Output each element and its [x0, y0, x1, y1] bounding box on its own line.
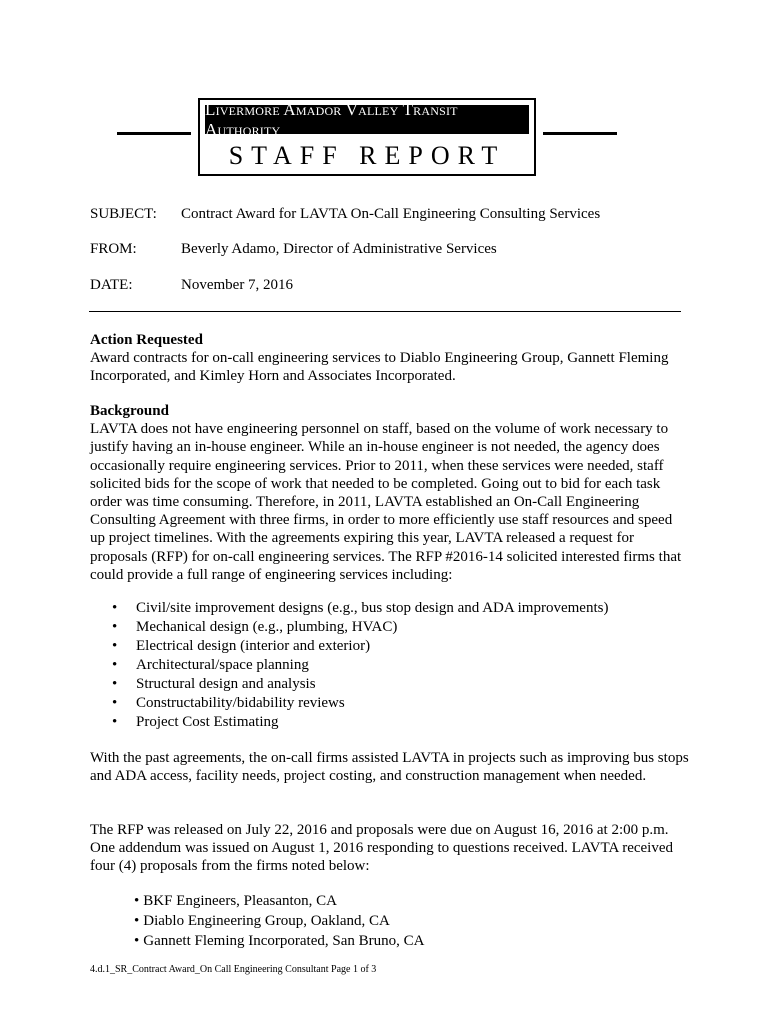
background-text: LAVTA does not have engineering personnel on staff, based on the volume of work necessary to justify having an in-house engineer. While an in-house engineer is not needed, the agency does occasionally require engineering services. Prior to 2011, when these services were needed, staff solicited bids for the scope of work that needed to be completed. Going out to bid for each task order was time consuming. Therefore, in 2011, LAVTA established an On-Call Engineering Consulting Agreement with three firms, in order to more efficiently use staff resources and speed up project timelines. With the agreements expiring this year, LAVTA released a request for proposals (RFP) for on-call engineering services. The RFP #2016-14 solicited interested firms that could provide a full range of engineering services including:: [90, 421, 682, 583]
list-item: • Architectural/space planning: [112, 657, 309, 673]
action-requested-text: Award contracts for on-call engineering services to Diablo Engineering Group, Gannett Fleming Incorporated, and Kimley Horn and Associates Incorporated.: [90, 350, 669, 385]
bullet-icon: •: [134, 893, 140, 909]
from-label: FROM:: [90, 241, 137, 257]
bullet-icon: •: [112, 619, 118, 635]
bullet-icon: •: [134, 913, 140, 929]
bullet-icon: •: [112, 638, 118, 654]
from-value: Beverly Adamo, Director of Administrative Services: [181, 241, 497, 257]
masthead-logo: [198, 98, 536, 176]
bullet-icon: •: [112, 600, 118, 616]
masthead-rule-right: [543, 132, 617, 135]
bullet-icon: •: [112, 695, 118, 711]
subject-label: SUBJECT:: [90, 206, 157, 222]
header-divider: [89, 311, 681, 312]
list-item: • Project Cost Estimating: [112, 714, 279, 730]
list-item: • Civil/site improvement designs (e.g., bus stop design and ADA improvements): [112, 600, 609, 616]
services-list: [108, 599, 608, 732]
rfp-release-paragraph: The RFP was released on July 22, 2016 and proposals were due on August 16, 2016 at 2:00 p.m. One addendum was issued on August 1, 2016 responding to questions received. LAVTA received four (4) proposals from the firms noted below:: [90, 822, 674, 875]
background-heading: Background: [90, 403, 169, 419]
list-item: • Mechanical design (e.g., plumbing, HVAC): [112, 619, 398, 635]
list-item: • BKF Engineers, Pleasanton, CA: [134, 893, 337, 909]
list-item: • Gannett Fleming Incorporated, San Bruno, CA: [134, 933, 425, 949]
subject-value: Contract Award for LAVTA On-Call Engineering Consulting Services: [181, 206, 601, 222]
action-requested-heading: Action Requested: [90, 332, 203, 348]
past-agreements-paragraph: With the past agreements, the on-call firms assisted LAVTA in projects such as improving bus stops and ADA access, facility needs, project costing, and construction management when needed.: [90, 750, 689, 785]
background-section: [90, 402, 690, 584]
bullet-icon: •: [112, 676, 118, 692]
list-item: • Diablo Engineering Group, Oakland, CA: [134, 913, 390, 929]
list-item: • Constructability/bidability reviews: [112, 695, 345, 711]
action-requested-section: [90, 331, 690, 386]
masthead-organization: Livermore Amador Valley Transit Authority: [205, 105, 529, 134]
list-item: • Structural design and analysis: [112, 676, 316, 692]
firms-list: [134, 891, 424, 951]
masthead-rule-left: [117, 132, 191, 135]
bullet-icon: •: [134, 933, 140, 949]
bullet-icon: •: [112, 657, 118, 673]
bullet-icon: •: [112, 714, 118, 730]
date-value: November 7, 2016: [181, 277, 294, 293]
date-label: DATE:: [90, 277, 133, 293]
masthead-title: STAFF REPORT: [228, 141, 506, 170]
list-item: • Electrical design (interior and exterior): [112, 638, 371, 654]
page-footer: 4.d.1_SR_Contract Award_On Call Engineering Consultant Page 1 of 3: [90, 964, 377, 975]
